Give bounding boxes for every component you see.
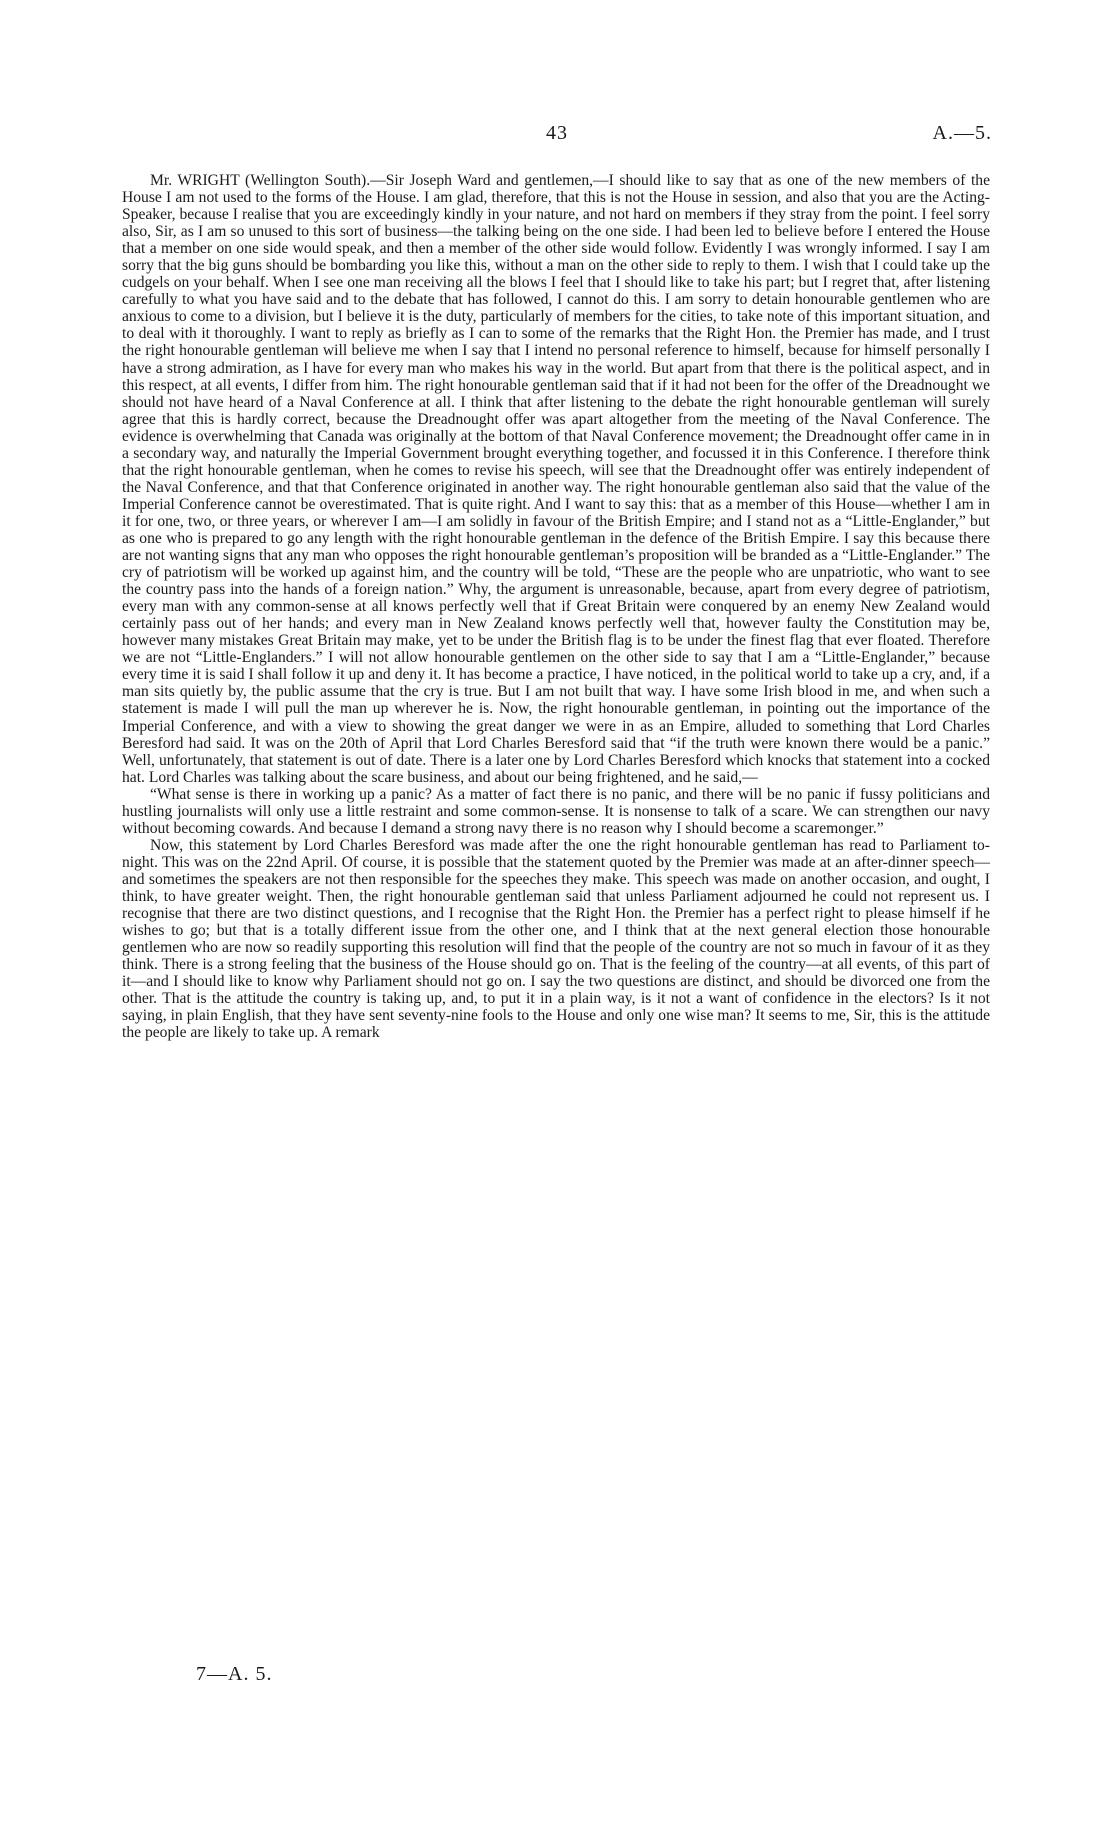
paragraph-quote: “What sense is there in working up a panic? As a matter of fact there is no panic, and there will be no panic if fussy politicians and hustling journalists will only use a little restraint and some common-sense. It is nonsense to talk of a scare. We can strengthen our navy without becoming cowards. And because I demand a strong navy there is no reason why I should become a scaremonger.” — [122, 785, 990, 837]
body-text — [122, 172, 990, 1041]
printer-signature: 7—A. 5. — [196, 1663, 273, 1685]
paragraph-speech: Mr. WRIGHT (Wellington South).—Sir Joseph Ward and gentlemen,—I should like to say that as one of the new members of the House I am not used to the forms of the House. I am glad, therefore, that this is not the House in session, and also that you are the Acting-Speaker, because I realise that you are exceedingly kindly in your nature, and not hard on members if they stray from the point. I feel sorry also, Sir, as I am so unused to this sort of business—the talking being on the one side. I had been led to believe before I entered the House that a member on one side would speak, and then a member of the other side would follow. Evidently I was wrongly informed. I say I am sorry that the big guns should be bombarding you like this, without a man on the other side to reply to them. I wish that I could take up the cudgels on your behalf. When I see one man receiving all the blows I feel that I should like to take his part; but I regret that, after listening carefully to what you have said and to the debate that has followed, I cannot do this. I am sorry to detain honourable gentlemen who are anxious to come to a division, but I believe it is the duty, particularly of members for the cities, to take note of this important situation, and to deal with it thoroughly. I want to reply as briefly as I can to some of the remarks that the Right Hon. the Premier has made, and I trust the right honourable gentleman will believe me when I say that I intend no personal reference to himself, because for himself personally I have a strong admiration, as I have for every man who makes his way in the world. But apart from that there is the political aspect, and in this respect, at all events, I differ from him. The right honourable gentleman said that if it had not been for the offer of the Dreadnought we should not have heard of a Naval Conference at all. I think that after listening to the debate the right honourable gentleman will surely agree that this is hardly correct, because the Dreadnought offer was apart altogether from the meeting of the Naval Conference. The evidence is overwhelming that Canada was originally at the bottom of that Naval Conference movement; the Dreadnought offer came in in a secondary way, and naturally the Imperial Government brought everything together, and focussed it in this Conference. I therefore think that the right honourable gentleman, when he comes to revise his speech, will see that the Dreadnought offer was entirely independent of the Naval Conference, and that that Conference originated in another way. The right honourable gentleman also said that the value of the Imperial Conference cannot be overestimated. That is quite right. And I want to say this: that as a member of this House—whether I am in it for one, two, or three years, or wherever I am—I am solidly in favour of the British Empire; and I stand not as a “Little-Englander,” but as one who is prepared to go any length with the right honourable gentleman in the defence of the British Empire. I say this because there are not wanting signs that any man who opposes the right honourable gentleman’s proposition will be branded as a “Little-Englander.” The cry of patriotism will be worked up against him, and the country will be told, “These are the people who are unpatriotic, who want to see the country pass into the hands of a foreign nation.” Why, the argument is unreasonable, because, apart from every degree of patriotism, every man with any common-sense at all knows perfectly well that if Great Britain were conquered by an enemy New Zealand would certainly pass out of her hands; and every man in New Zealand knows perfectly well that, however faulty the Constitution may be, however many mistakes Great Britain may make, yet to be under the British flag is to be under the finest flag that ever floated. Therefore we are not “Little-Englanders.” I will not allow honourable gentlemen on the other side to say that I am a “Little-Englander,” because every time it is said I shall follow it up and deny it. It has become a practice, I have noticed, in the political world to take up a cry, and, if a man sits quietly by, the public assume that the cry is true. But I am not built that way. I have some Irish blood in me, and when such a statement is made I will pull the man up wherever he is. Now, the right honourable gentleman, in pointing out the importance of the Imperial Conference, and with a view to showing the great danger we were in as an Empire, alluded to something that Lord Charles Beresford had said. It was on the 20th of April that Lord Charles Beresford said that “if the truth were known there would be a panic.” Well, unfortunately, that statement is out of date. There is a later one by Lord Charles Beresford which knocks that statement into a cocked hat. Lord Charles was talking about the scare business, and about our being frightened, and he said,— — [122, 172, 990, 786]
page-number: 43 — [546, 122, 568, 144]
document-reference: A.—5. — [932, 122, 992, 144]
paragraph-continuation: Now, this statement by Lord Charles Beresford was made after the one the right honourable gentleman has read to Parliament to-night. This was on the 22nd April. Of course, it is possible that the statement quoted by the Premier was made at an after-dinner speech—and sometimes the speakers are not then responsible for the speeches they make. This speech was made on another occasion, and ought, I think, to have greater weight. Then, the right honourable gentleman said that unless Parliament adjourned he could not represent us. I recognise that there are two distinct questions, and I recognise that the Right Hon. the Premier has a perfect right to please himself if he wishes to go; but that is a totally different issue from the other one, and I think that at the next general election those honourable gentlemen who are now so readily supporting this resolution will find that the people of the country are not so much in favour of it as they think. There is a strong feeling that the business of the House should go on. That is the feeling of the country—at all events, of this part of it—and I should like to know why Parliament should not go on. I say the two questions are distinct, and should be divorced one from the other. That is the attitude the country is taking up, and, to put it in a plain way, is it not a want of confidence in the electors? Is it not saying, in plain English, that they have sent seventy-nine fools to the House and only one wise man? It seems to me, Sir, this is the attitude the people are likely to take up. A remark — [122, 836, 990, 1042]
